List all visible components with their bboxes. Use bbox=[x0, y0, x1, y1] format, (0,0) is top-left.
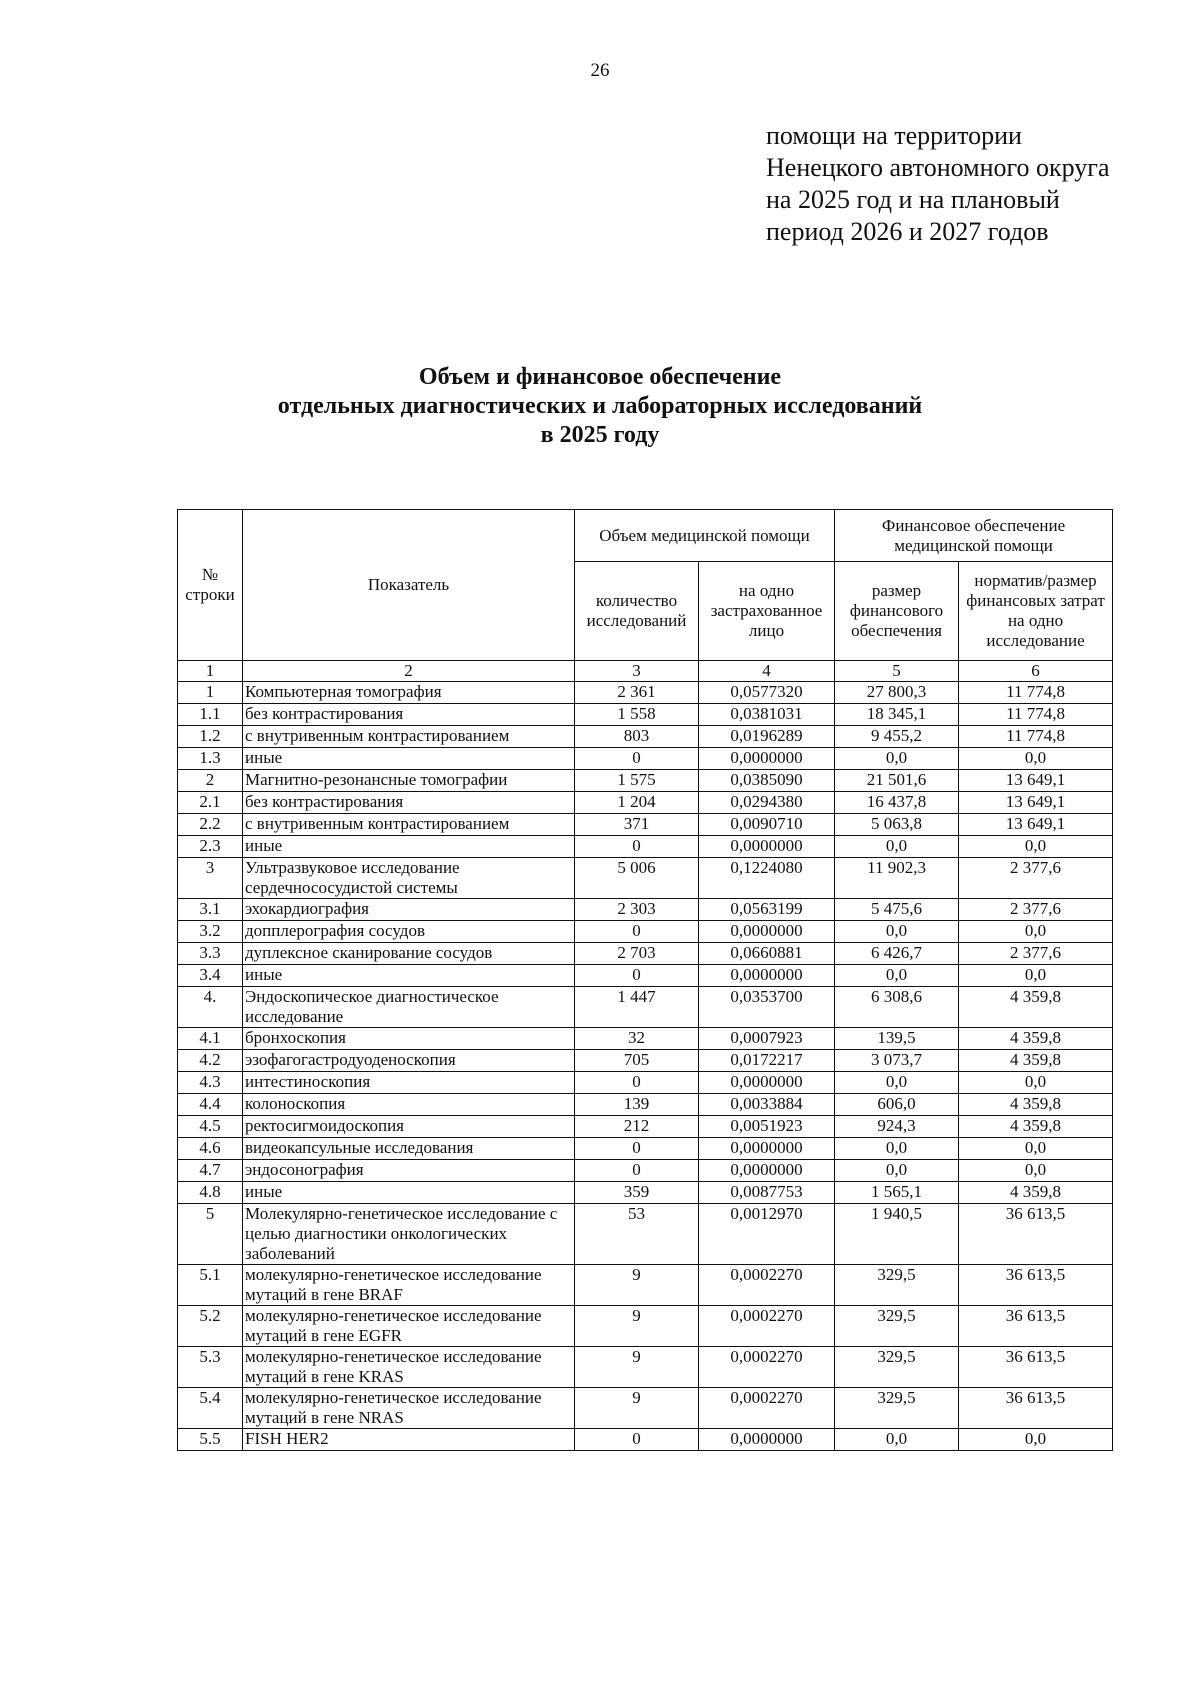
row-number-cell: 5.3 bbox=[178, 1347, 243, 1388]
indicator-cell: эзофагогастродуоденоскопия bbox=[243, 1050, 575, 1072]
per-insured-cell: 0,0353700 bbox=[699, 987, 835, 1028]
per-insured-cell: 0,0577320 bbox=[699, 682, 835, 704]
table-row bbox=[178, 1160, 1113, 1182]
table-row bbox=[178, 1182, 1113, 1204]
finance-size-cell: 924,3 bbox=[835, 1116, 959, 1138]
count-cell: 1 447 bbox=[575, 987, 699, 1028]
finance-size-cell: 21 501,6 bbox=[835, 770, 959, 792]
norm-cell: 13 649,1 bbox=[959, 814, 1113, 836]
indicator-cell: колоноскопия bbox=[243, 1094, 575, 1116]
per-insured-cell: 0,0000000 bbox=[699, 1138, 835, 1160]
norm-cell: 11 774,8 bbox=[959, 682, 1113, 704]
norm-cell: 11 774,8 bbox=[959, 704, 1113, 726]
norm-cell: 36 613,5 bbox=[959, 1265, 1113, 1306]
table-row bbox=[178, 1429, 1113, 1451]
row-number-cell: 2.2 bbox=[178, 814, 243, 836]
diagnostics-table bbox=[177, 509, 1113, 1451]
finance-size-cell: 0,0 bbox=[835, 836, 959, 858]
column-number: 2 bbox=[243, 661, 575, 682]
norm-cell: 0,0 bbox=[959, 748, 1113, 770]
norm-cell: 4 359,8 bbox=[959, 1028, 1113, 1050]
row-number-cell: 4.7 bbox=[178, 1160, 243, 1182]
finance-size-cell: 6 308,6 bbox=[835, 987, 959, 1028]
indicator-cell: молекулярно-генетическое исследование мутаций в гене NRAS bbox=[243, 1388, 575, 1429]
count-cell: 359 bbox=[575, 1182, 699, 1204]
header-row-number: № строки bbox=[178, 510, 243, 661]
row-number-cell: 4.4 bbox=[178, 1094, 243, 1116]
row-number-cell: 1 bbox=[178, 682, 243, 704]
table-row bbox=[178, 899, 1113, 921]
norm-cell: 0,0 bbox=[959, 1429, 1113, 1451]
finance-size-cell: 0,0 bbox=[835, 748, 959, 770]
column-number: 1 bbox=[178, 661, 243, 682]
table-row bbox=[178, 1050, 1113, 1072]
indicator-cell: иные bbox=[243, 965, 575, 987]
indicator-cell: допплерография сосудов bbox=[243, 921, 575, 943]
per-insured-cell: 0,0385090 bbox=[699, 770, 835, 792]
per-insured-cell: 0,0002270 bbox=[699, 1388, 835, 1429]
table-row bbox=[178, 836, 1113, 858]
indicator-cell: молекулярно-генетическое исследование мутаций в гене EGFR bbox=[243, 1306, 575, 1347]
per-insured-cell: 0,0000000 bbox=[699, 921, 835, 943]
indicator-cell: дуплексное сканирование сосудов bbox=[243, 943, 575, 965]
row-number-cell: 4.8 bbox=[178, 1182, 243, 1204]
indicator-cell: с внутривенным контрастированием bbox=[243, 726, 575, 748]
table-row bbox=[178, 770, 1113, 792]
per-insured-cell: 0,0087753 bbox=[699, 1182, 835, 1204]
count-cell: 0 bbox=[575, 1160, 699, 1182]
table-row bbox=[178, 987, 1113, 1028]
indicator-cell: ректосигмоидоскопия bbox=[243, 1116, 575, 1138]
table-body bbox=[178, 682, 1113, 1451]
finance-size-cell: 139,5 bbox=[835, 1028, 959, 1050]
finance-size-cell: 16 437,8 bbox=[835, 792, 959, 814]
finance-size-cell: 606,0 bbox=[835, 1094, 959, 1116]
table-row bbox=[178, 1138, 1113, 1160]
row-number-cell: 4.1 bbox=[178, 1028, 243, 1050]
row-number-cell: 1.2 bbox=[178, 726, 243, 748]
norm-cell: 4 359,8 bbox=[959, 987, 1113, 1028]
column-number: 4 bbox=[699, 661, 835, 682]
norm-cell: 36 613,5 bbox=[959, 1388, 1113, 1429]
count-cell: 0 bbox=[575, 836, 699, 858]
per-insured-cell: 0,1224080 bbox=[699, 858, 835, 899]
per-insured-cell: 0,0000000 bbox=[699, 836, 835, 858]
count-cell: 0 bbox=[575, 1138, 699, 1160]
per-insured-cell: 0,0033884 bbox=[699, 1094, 835, 1116]
norm-cell: 2 377,6 bbox=[959, 943, 1113, 965]
norm-cell: 0,0 bbox=[959, 965, 1113, 987]
header-note-line: на 2025 год и на плановый bbox=[766, 185, 1060, 214]
per-insured-cell: 0,0000000 bbox=[699, 748, 835, 770]
table-row bbox=[178, 858, 1113, 899]
finance-size-cell: 1 940,5 bbox=[835, 1204, 959, 1265]
row-number-cell: 2 bbox=[178, 770, 243, 792]
row-number-cell: 1.3 bbox=[178, 748, 243, 770]
indicator-cell: Компьютерная томография bbox=[243, 682, 575, 704]
row-number-cell: 3.4 bbox=[178, 965, 243, 987]
row-number-cell: 3.3 bbox=[178, 943, 243, 965]
table-row bbox=[178, 1388, 1113, 1429]
norm-cell: 4 359,8 bbox=[959, 1182, 1113, 1204]
count-cell: 0 bbox=[575, 921, 699, 943]
indicator-cell: интестиноскопия bbox=[243, 1072, 575, 1094]
title-line: в 2025 году bbox=[540, 422, 660, 448]
title-line: Объем и финансовое обеспечение bbox=[418, 364, 782, 390]
row-number-cell: 4.5 bbox=[178, 1116, 243, 1138]
finance-size-cell: 18 345,1 bbox=[835, 704, 959, 726]
header-count: количество исследований bbox=[575, 562, 699, 661]
table-row bbox=[178, 921, 1113, 943]
table-row bbox=[178, 1028, 1113, 1050]
per-insured-cell: 0,0000000 bbox=[699, 1160, 835, 1182]
norm-cell: 0,0 bbox=[959, 1072, 1113, 1094]
count-cell: 0 bbox=[575, 1072, 699, 1094]
finance-size-cell: 9 455,2 bbox=[835, 726, 959, 748]
count-cell: 2 361 bbox=[575, 682, 699, 704]
header-indicator: Показатель bbox=[243, 510, 575, 661]
column-number: 6 bbox=[959, 661, 1113, 682]
finance-size-cell: 329,5 bbox=[835, 1265, 959, 1306]
norm-cell: 0,0 bbox=[959, 1160, 1113, 1182]
count-cell: 9 bbox=[575, 1265, 699, 1306]
per-insured-cell: 0,0000000 bbox=[699, 1072, 835, 1094]
per-insured-cell: 0,0090710 bbox=[699, 814, 835, 836]
norm-cell: 2 377,6 bbox=[959, 899, 1113, 921]
indicator-cell: иные bbox=[243, 748, 575, 770]
count-cell: 705 bbox=[575, 1050, 699, 1072]
row-number-cell: 4.3 bbox=[178, 1072, 243, 1094]
table-row bbox=[178, 792, 1113, 814]
indicator-cell: иные bbox=[243, 1182, 575, 1204]
norm-cell: 13 649,1 bbox=[959, 770, 1113, 792]
table-row bbox=[178, 682, 1113, 704]
norm-cell: 36 613,5 bbox=[959, 1306, 1113, 1347]
count-cell: 2 303 bbox=[575, 899, 699, 921]
per-insured-cell: 0,0563199 bbox=[699, 899, 835, 921]
count-cell: 5 006 bbox=[575, 858, 699, 899]
norm-cell: 4 359,8 bbox=[959, 1094, 1113, 1116]
header-note bbox=[766, 120, 1110, 248]
count-cell: 9 bbox=[575, 1347, 699, 1388]
indicator-cell: без контрастирования bbox=[243, 704, 575, 726]
finance-size-cell: 0,0 bbox=[835, 965, 959, 987]
title-line: отдельных диагностических и лабораторных исследований bbox=[277, 393, 923, 419]
table-row bbox=[178, 748, 1113, 770]
count-cell: 1 558 bbox=[575, 704, 699, 726]
page-number: 26 bbox=[590, 60, 610, 81]
finance-size-cell: 1 565,1 bbox=[835, 1182, 959, 1204]
count-cell: 0 bbox=[575, 965, 699, 987]
indicator-cell: с внутривенным контрастированием bbox=[243, 814, 575, 836]
table-row bbox=[178, 726, 1113, 748]
indicator-cell: Магнитно-резонансные томографии bbox=[243, 770, 575, 792]
per-insured-cell: 0,0002270 bbox=[699, 1265, 835, 1306]
count-cell: 9 bbox=[575, 1388, 699, 1429]
count-cell: 1 204 bbox=[575, 792, 699, 814]
count-cell: 9 bbox=[575, 1306, 699, 1347]
per-insured-cell: 0,0294380 bbox=[699, 792, 835, 814]
indicator-cell: эхокардиография bbox=[243, 899, 575, 921]
finance-size-cell: 11 902,3 bbox=[835, 858, 959, 899]
row-number-cell: 1.1 bbox=[178, 704, 243, 726]
table-row bbox=[178, 1204, 1113, 1265]
per-insured-cell: 0,0000000 bbox=[699, 1429, 835, 1451]
indicator-cell: эндосонография bbox=[243, 1160, 575, 1182]
row-number-cell: 5 bbox=[178, 1204, 243, 1265]
indicator-cell: Ультразвуковое исследование сердечнососудистой системы bbox=[243, 858, 575, 899]
count-cell: 1 575 bbox=[575, 770, 699, 792]
header-finance-size: размер финансового обеспечения bbox=[835, 562, 959, 661]
finance-size-cell: 6 426,7 bbox=[835, 943, 959, 965]
count-cell: 32 bbox=[575, 1028, 699, 1050]
count-cell: 371 bbox=[575, 814, 699, 836]
header-note-line: Ненецкого автономного округа bbox=[766, 153, 1110, 182]
table-row bbox=[178, 1265, 1113, 1306]
norm-cell: 0,0 bbox=[959, 921, 1113, 943]
per-insured-cell: 0,0002270 bbox=[699, 1306, 835, 1347]
norm-cell: 36 613,5 bbox=[959, 1204, 1113, 1265]
indicator-cell: Молекулярно-генетическое исследование с целью диагностики онкологических заболеваний bbox=[243, 1204, 575, 1265]
row-number-cell: 5.5 bbox=[178, 1429, 243, 1451]
header-norm: норматив/размер финансовых затрат на одно исследование bbox=[959, 562, 1113, 661]
row-number-cell: 4.6 bbox=[178, 1138, 243, 1160]
per-insured-cell: 0,0051923 bbox=[699, 1116, 835, 1138]
indicator-cell: молекулярно-генетическое исследование мутаций в гене BRAF bbox=[243, 1265, 575, 1306]
per-insured-cell: 0,0007923 bbox=[699, 1028, 835, 1050]
per-insured-cell: 0,0172217 bbox=[699, 1050, 835, 1072]
table-row bbox=[178, 704, 1113, 726]
indicator-cell: без контрастирования bbox=[243, 792, 575, 814]
count-cell: 2 703 bbox=[575, 943, 699, 965]
table-row bbox=[178, 1072, 1113, 1094]
header-note-line: помощи на территории bbox=[766, 121, 1022, 150]
row-number-cell: 5.2 bbox=[178, 1306, 243, 1347]
norm-cell: 11 774,8 bbox=[959, 726, 1113, 748]
row-number-cell: 3.2 bbox=[178, 921, 243, 943]
per-insured-cell: 0,0012970 bbox=[699, 1204, 835, 1265]
row-number-cell: 4.2 bbox=[178, 1050, 243, 1072]
indicator-cell: молекулярно-генетическое исследование мутаций в гене KRAS bbox=[243, 1347, 575, 1388]
indicator-cell: иные bbox=[243, 836, 575, 858]
indicator-cell: Эндоскопическое диагностическое исследование bbox=[243, 987, 575, 1028]
row-number-cell: 2.1 bbox=[178, 792, 243, 814]
finance-size-cell: 5 063,8 bbox=[835, 814, 959, 836]
count-cell: 0 bbox=[575, 1429, 699, 1451]
row-number-cell: 5.1 bbox=[178, 1265, 243, 1306]
finance-size-cell: 329,5 bbox=[835, 1347, 959, 1388]
row-number-cell: 3 bbox=[178, 858, 243, 899]
header-note-line: период 2026 и 2027 годов bbox=[766, 217, 1049, 246]
indicator-cell: FISH HER2 bbox=[243, 1429, 575, 1451]
table-row bbox=[178, 1347, 1113, 1388]
norm-cell: 13 649,1 bbox=[959, 792, 1113, 814]
finance-size-cell: 0,0 bbox=[835, 1138, 959, 1160]
finance-size-cell: 0,0 bbox=[835, 921, 959, 943]
norm-cell: 36 613,5 bbox=[959, 1347, 1113, 1388]
norm-cell: 0,0 bbox=[959, 1138, 1113, 1160]
header-per-insured: на одно застрахованное лицо bbox=[699, 562, 835, 661]
row-number-cell: 4. bbox=[178, 987, 243, 1028]
finance-size-cell: 0,0 bbox=[835, 1072, 959, 1094]
finance-size-cell: 329,5 bbox=[835, 1388, 959, 1429]
finance-size-cell: 329,5 bbox=[835, 1306, 959, 1347]
norm-cell: 2 377,6 bbox=[959, 858, 1113, 899]
per-insured-cell: 0,0000000 bbox=[699, 965, 835, 987]
per-insured-cell: 0,0196289 bbox=[699, 726, 835, 748]
table-row bbox=[178, 1094, 1113, 1116]
indicator-cell: бронхоскопия bbox=[243, 1028, 575, 1050]
count-cell: 139 bbox=[575, 1094, 699, 1116]
count-cell: 0 bbox=[575, 748, 699, 770]
finance-size-cell: 0,0 bbox=[835, 1160, 959, 1182]
count-cell: 803 bbox=[575, 726, 699, 748]
row-number-cell: 5.4 bbox=[178, 1388, 243, 1429]
finance-size-cell: 27 800,3 bbox=[835, 682, 959, 704]
norm-cell: 0,0 bbox=[959, 836, 1113, 858]
row-number-cell: 2.3 bbox=[178, 836, 243, 858]
column-number: 3 bbox=[575, 661, 699, 682]
per-insured-cell: 0,0660881 bbox=[699, 943, 835, 965]
table-row bbox=[178, 943, 1113, 965]
indicator-cell: видеокапсульные исследования bbox=[243, 1138, 575, 1160]
per-insured-cell: 0,0002270 bbox=[699, 1347, 835, 1388]
norm-cell: 4 359,8 bbox=[959, 1116, 1113, 1138]
finance-size-cell: 5 475,6 bbox=[835, 899, 959, 921]
document-title bbox=[0, 363, 1200, 450]
table-row bbox=[178, 1116, 1113, 1138]
row-number-cell: 3.1 bbox=[178, 899, 243, 921]
table-row bbox=[178, 965, 1113, 987]
header-finance-group: Финансовое обеспечение медицинской помощи bbox=[835, 510, 1113, 562]
finance-size-cell: 0,0 bbox=[835, 1429, 959, 1451]
header-volume-group: Объем медицинской помощи bbox=[575, 510, 835, 562]
norm-cell: 4 359,8 bbox=[959, 1050, 1113, 1072]
count-cell: 212 bbox=[575, 1116, 699, 1138]
finance-size-cell: 3 073,7 bbox=[835, 1050, 959, 1072]
column-number: 5 bbox=[835, 661, 959, 682]
per-insured-cell: 0,0381031 bbox=[699, 704, 835, 726]
table-row bbox=[178, 1306, 1113, 1347]
count-cell: 53 bbox=[575, 1204, 699, 1265]
table-row bbox=[178, 814, 1113, 836]
